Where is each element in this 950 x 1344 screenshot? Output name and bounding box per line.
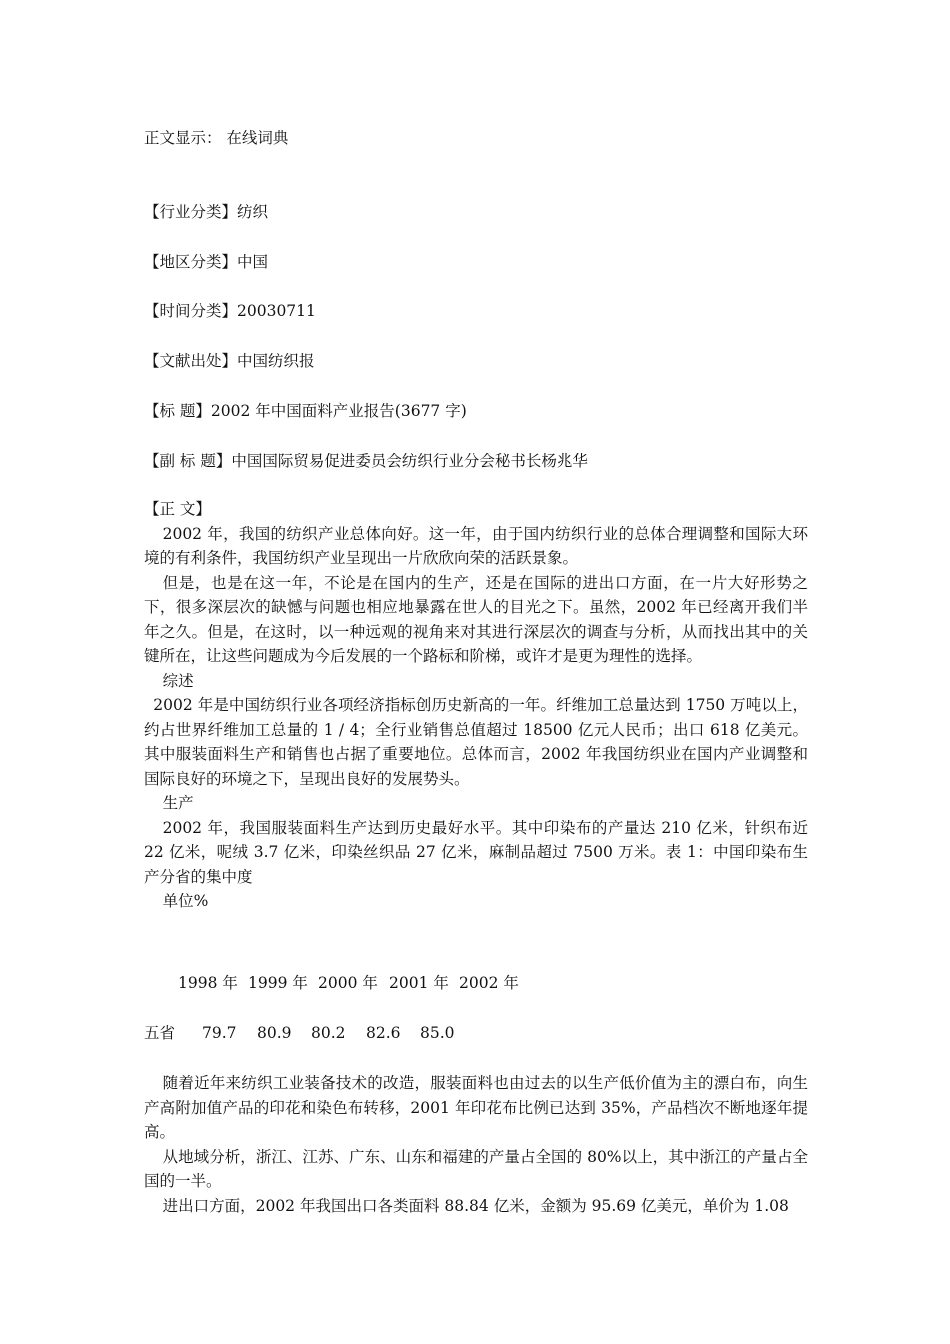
meta-industry: 【行业分类】纺织 (144, 203, 269, 221)
display-line: 正文显示： 在线词典 (144, 129, 289, 147)
meta-time: 【时间分类】20030711 (144, 302, 316, 320)
meta-title: 【标 题】2002 年中国面料产业报告(3677 字) (144, 402, 467, 420)
article-body-continued (144, 1071, 808, 1218)
paragraph-7: 进出口方面，2002 年我国出口各类面料 88.84 亿米，金额为 95.69 亿美元，单价为 1.08 (162, 1196, 789, 1215)
table-value-2002: 85.0 (420, 1024, 455, 1042)
paragraph-1: 2002 年，我国的纺织产业总体向好。这一年，由于国内纺织行业的总体合理调整和国际大环境的有利条件，我国纺织产业呈现出一片欣欣向荣的活跃景象。 (144, 524, 808, 567)
table-year-1998: 1998 年 (178, 974, 238, 992)
section-heading-summary: 综述 (162, 671, 194, 690)
paragraph-4: 2002 年，我国服装面料生产达到历史最好水平。其中印染布的产量达 210 亿米，针织布近 22 亿米，呢绒 3.7 亿米，印染丝织品 27 亿米，麻制品超过 7500 万米。表 1：中国印染布生产分省的集中度 (144, 818, 808, 886)
table-year-2002: 2002 年 (459, 974, 519, 992)
table-value-2001: 82.6 (366, 1024, 401, 1042)
meta-source: 【文献出处】中国纺织报 (144, 352, 315, 370)
table-year-2000: 2000 年 (318, 974, 378, 992)
table-value-2000: 80.2 (311, 1024, 346, 1042)
table-year-2001: 2001 年 (389, 974, 449, 992)
meta-region: 【地区分类】中国 (144, 253, 269, 271)
article-body (144, 497, 808, 914)
table-value-1999: 80.9 (257, 1024, 292, 1042)
paragraph-3: 2002 年是中国纺织行业各项经济指标创历史新高的一年。纤维加工总量达到 1750 万吨以上，约占世界纤维加工总量的 1 / 4；全行业销售总值超过 18500 亿元人民币；出口 618 亿美元。其中服装面料生产和销售也占据了重要地位。总体而言，2002 年我国纺织业在国内产业调整和国际良好的环境之下，呈现出良好的发展势头。 (144, 696, 808, 788)
table-year-1999: 1999 年 (248, 974, 308, 992)
meta-subtitle: 【副 标 题】中国国际贸易促进委员会纺织行业分会秘书长杨兆华 (144, 452, 588, 470)
paragraph-6: 从地域分析，浙江、江苏、广东、山东和福建的产量占全国的 80%以上，其中浙江的产量占全国的一半。 (144, 1147, 808, 1190)
table-unit: 单位% (162, 892, 209, 910)
section-heading-production: 生产 (162, 794, 194, 812)
paragraph-2: 但是，也是在这一年，不论是在国内的生产，还是在国际的进出口方面，在一片大好形势之下，很多深层次的缺憾与问题也相应地暴露在世人的目光之下。虽然，2002 年已经离开我们半年之久。但是，在这时，以一种远观的视角来对其进行深层次的调查与分析，从而找出其中的关键所在，让这些问题成为今后发展的一个路标和阶梯，或许才是更为理性的选择。 (144, 573, 808, 665)
paragraph-5: 随着近年来纺织工业装备技术的改造，服装面料也由过去的以生产低价值为主的漂白布，向生产高附加值产品的印花和染色布转移，2001 年印花布比例已达到 35%，产品档次不断地逐年提高。 (144, 1074, 808, 1141)
table-row-label: 五省 (144, 1024, 176, 1042)
table-value-1998: 79.7 (202, 1024, 237, 1042)
body-label: 【正 文】 (144, 500, 211, 518)
